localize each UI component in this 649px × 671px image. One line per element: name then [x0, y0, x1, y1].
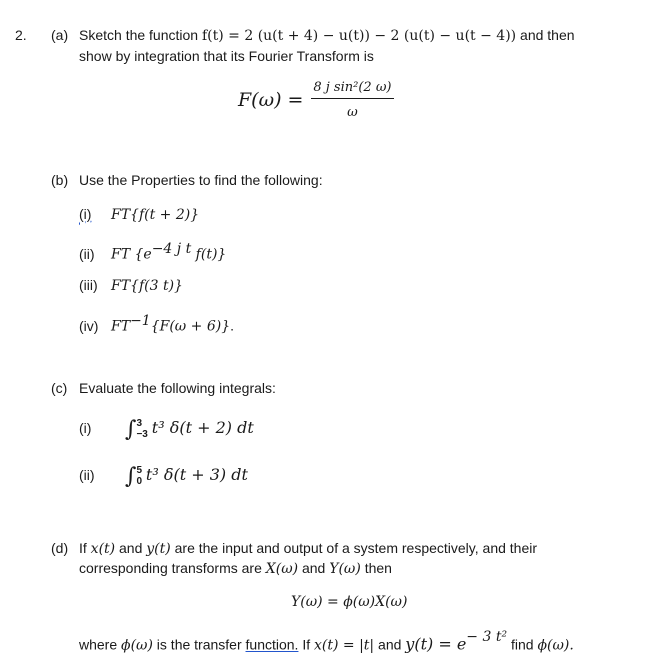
equation-lhs: F(ω) =: [238, 89, 304, 111]
item-math-sup: −1: [130, 313, 151, 329]
text: is the transfer: [152, 636, 246, 653]
part-a-label: (a): [51, 27, 69, 43]
phi-end: ϕ(ω).: [537, 637, 574, 654]
item-math: FT{f(3 t)}: [111, 278, 183, 294]
item-tail: .: [230, 317, 234, 334]
integral-sign: ∫: [125, 464, 137, 489]
integral-limits: [136, 418, 147, 440]
question-number: 2.: [15, 27, 27, 43]
item-math-post: {F(ω + 6)}: [150, 318, 231, 335]
upper-limit: 5: [136, 465, 143, 477]
transfer-equation: Y(ω) = ϕ(ω)X(ω): [291, 594, 408, 610]
part-c-label: (c): [51, 380, 68, 396]
fourier-equation: [238, 80, 394, 120]
text: and: [374, 636, 406, 653]
lower-limit: −3: [136, 429, 148, 441]
integrand: t³ δ(t + 3) dt: [145, 465, 248, 484]
item-label: (i): [79, 420, 92, 436]
part-b-item-4: [79, 313, 234, 335]
item-math-pre: FT {e: [111, 246, 152, 263]
item-label: (iii): [79, 277, 98, 293]
x-definition: x(t) = |t|: [314, 637, 375, 654]
y-definition-pre: y(t) = e: [405, 634, 467, 654]
x-t: x(t): [90, 541, 116, 557]
text: If: [298, 636, 315, 653]
equation-denominator: ω: [347, 105, 358, 120]
lower-limit: 0: [136, 476, 143, 488]
integral-limits: [136, 465, 142, 487]
text: corresponding transforms are: [79, 560, 266, 576]
part-b-item-1: [79, 206, 199, 223]
phi: ϕ(ω): [121, 637, 153, 654]
text: then: [360, 560, 392, 576]
text: are the input and output of a system respectively, and their: [170, 540, 538, 556]
y-t: y(t): [146, 541, 171, 557]
function-word: function.: [245, 636, 299, 653]
part-b-item-3: [79, 277, 183, 294]
part-b-label: (b): [51, 172, 69, 188]
function-definition: f(t) = 2 (u(t + 4) − u(t)) − 2 (u(t) − u(t − 4)): [201, 28, 517, 44]
X-w: X(ω): [265, 561, 299, 577]
part-c-text: Evaluate the following integrals:: [79, 380, 276, 396]
part-a-line1: [79, 27, 575, 44]
upper-limit: 3: [136, 418, 143, 430]
Y-w: Y(ω): [329, 561, 361, 577]
item-label: (i): [79, 206, 92, 222]
part-a-line2: show by integration that its Fourier Transform is: [79, 48, 374, 64]
part-d-label: (d): [51, 540, 69, 556]
part-b-item-2: [79, 241, 226, 263]
integrand: t³ δ(t + 2) dt: [151, 418, 254, 437]
text: find: [507, 636, 538, 653]
item-label: (ii): [79, 245, 95, 262]
part-c-item-2: [79, 461, 248, 487]
part-b-text: Use the Properties to find the following:: [79, 172, 323, 188]
integral-sign: ∫: [125, 417, 137, 442]
text: and: [115, 540, 147, 556]
text: If: [79, 540, 91, 556]
part-d-line1: [79, 540, 537, 557]
item-label: (iv): [79, 317, 99, 334]
equation-numerator: 8 j sin²(2 ω): [311, 80, 393, 99]
part-d-line2: [79, 560, 392, 577]
part-d-line3: [79, 629, 574, 654]
item-math-sup: −4 j t: [151, 241, 192, 257]
item-math: FT{f(t + 2)}: [111, 207, 200, 223]
part-a-line1-tail: and then: [516, 27, 575, 43]
item-math-post: f(t)}: [191, 246, 227, 263]
part-a-line1-text: Sketch the function: [79, 27, 202, 43]
y-definition-sup: − 3 t²: [466, 629, 508, 645]
text: and: [298, 560, 330, 576]
item-label: (ii): [79, 467, 95, 483]
item-math-pre: FT: [111, 318, 131, 335]
part-c-item-1: [79, 414, 254, 440]
text: where: [79, 636, 122, 653]
